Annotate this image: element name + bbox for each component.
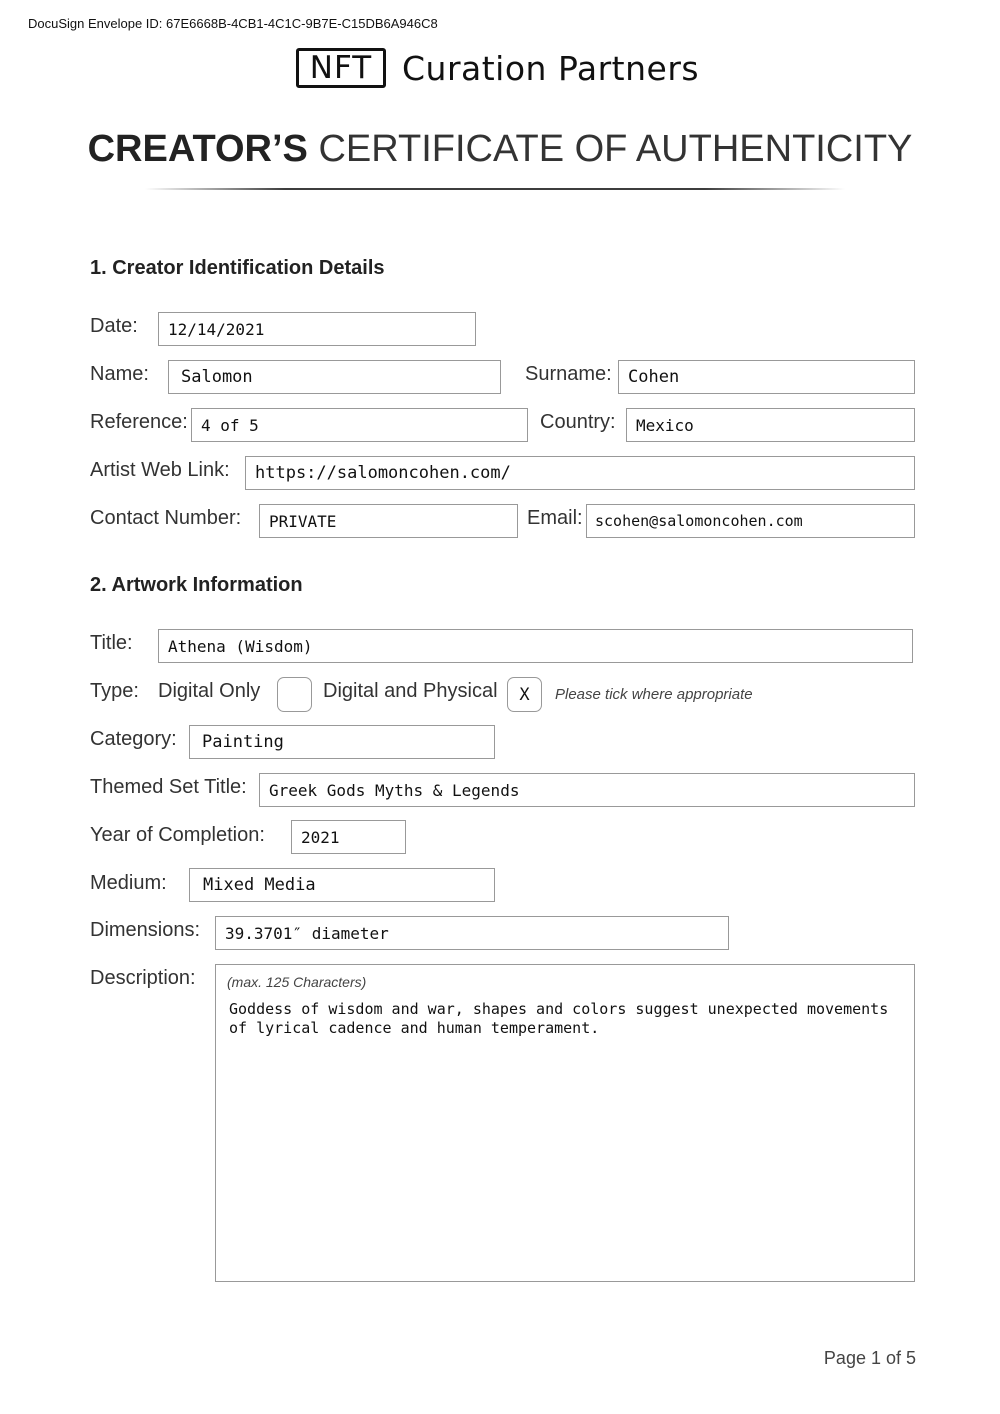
section-heading-creator-details: 1. Creator Identification Details [90, 257, 385, 279]
name-label: Name: [90, 363, 149, 385]
contact-number-field[interactable]: PRIVATE [259, 504, 518, 538]
nft-curation-partners-logo [296, 47, 699, 89]
title-divider [145, 188, 845, 190]
certificate-title-light: CERTIFICATE OF AUTHENTICITY [318, 128, 913, 170]
surname-field[interactable]: Cohen [618, 360, 915, 394]
dimensions-label: Dimensions: [90, 919, 201, 941]
page-number: Page 1 of 5 [823, 1348, 916, 1368]
section-heading-artwork-info: 2. Artwork Information [90, 574, 303, 596]
web-link-field[interactable]: https://salomoncohen.com/ [245, 456, 915, 490]
dimensions-field[interactable]: 39.3701″ diameter [215, 916, 729, 950]
name-field[interactable]: Salomon [168, 360, 501, 394]
year-of-completion-label: Year of Completion: [90, 824, 265, 846]
category-field[interactable]: Painting [189, 725, 495, 759]
description-field[interactable] [215, 964, 915, 1282]
digital-only-checkbox[interactable] [277, 677, 312, 712]
title-field[interactable]: Athena (Wisdom) [158, 629, 913, 663]
digital-physical-checkbox[interactable]: X [507, 677, 542, 712]
type-digital-only-label: Digital Only [158, 680, 261, 702]
certificate-title [0, 128, 1000, 171]
description-label: Description: [90, 967, 196, 989]
country-label: Country: [540, 411, 616, 433]
themed-set-title-field[interactable]: Greek Gods Myths & Legends [259, 773, 915, 807]
medium-label: Medium: [90, 872, 167, 894]
email-field[interactable]: scohen@salomoncohen.com [586, 504, 915, 538]
email-label: Email: [527, 507, 583, 529]
type-digital-physical-label: Digital and Physical [323, 680, 498, 702]
logo-nft-box: NFT [296, 48, 386, 88]
year-of-completion-field[interactable]: 2021 [291, 820, 406, 854]
themed-set-title-label: Themed Set Title: [90, 776, 247, 798]
type-hint: Please tick where appropriate [555, 686, 753, 703]
date-label: Date: [90, 315, 138, 337]
description-text: Goddess of wisdom and war, shapes and colors suggest unexpected movements of lyrical cadence and human temperament. [229, 1000, 889, 1037]
reference-field[interactable]: 4 of 5 [191, 408, 528, 442]
medium-field[interactable]: Mixed Media [189, 868, 495, 902]
logo-text: Curation Partners [402, 48, 700, 88]
contact-number-label: Contact Number: [90, 507, 242, 529]
web-link-label: Artist Web Link: [90, 459, 230, 481]
description-hint: (max. 125 Characters) [227, 974, 367, 990]
date-field[interactable]: 12/14/2021 [158, 312, 476, 346]
surname-label: Surname: [525, 363, 612, 385]
title-label: Title: [90, 632, 133, 654]
country-field[interactable]: Mexico [626, 408, 915, 442]
docusign-envelope-id: DocuSign Envelope ID: 67E6668B-4CB1-4C1C-9B7E-C15DB6A946C8 [28, 16, 438, 31]
certificate-title-bold: CREATOR’S [87, 128, 308, 170]
reference-label: Reference: [90, 411, 188, 433]
type-label: Type: [90, 680, 139, 702]
category-label: Category: [90, 728, 177, 750]
